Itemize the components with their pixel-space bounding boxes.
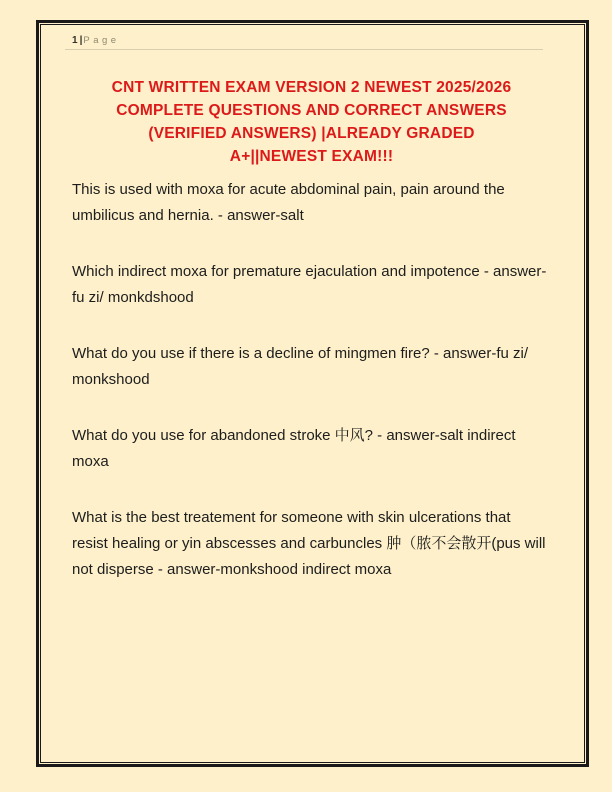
question-paragraph-4: What do you use for abandoned stroke 中风? - answer-salt indirect moxa [72,427,516,470]
question-paragraph-1: This is used with moxa for acute abdominal pain, pain around the umbilicus and hernia. - answer-salt [72,181,505,224]
page-number: 1 [72,35,78,46]
page-label: Page [83,35,120,46]
question-paragraph-3: What do you use if there is a decline of mingmen fire? - answer-fu zi/ monkshood [72,345,529,388]
title-line-4: A+||NEWEST EXAM!!! [229,148,394,165]
page-border [36,20,589,767]
question-list [72,177,548,583]
page-content [41,25,584,762]
page-border-inner [40,24,585,763]
page-number-separator: | [79,35,83,46]
question-paragraph-2: Which indirect moxa for premature ejaculation and impotence - answer-fu zi/ monkdshood [72,263,547,306]
exam-title [72,76,551,168]
question-paragraph-5: What is the best treatement for someone with skin ulcerations that resist healing or yin abscesses and carbuncles 肿（脓不会散开(pus will not disperse - answer-monkshood indirect moxa [72,509,546,578]
page-header [72,35,551,47]
title-line-2: COMPLETE QUESTIONS AND CORRECT ANSWERS [116,102,507,119]
title-line-3: (VERIFIED ANSWERS) |ALREADY GRADED [148,125,475,142]
header-rule [65,49,543,50]
title-line-1: CNT WRITTEN EXAM VERSION 2 NEWEST 2025/2026 [111,79,512,96]
